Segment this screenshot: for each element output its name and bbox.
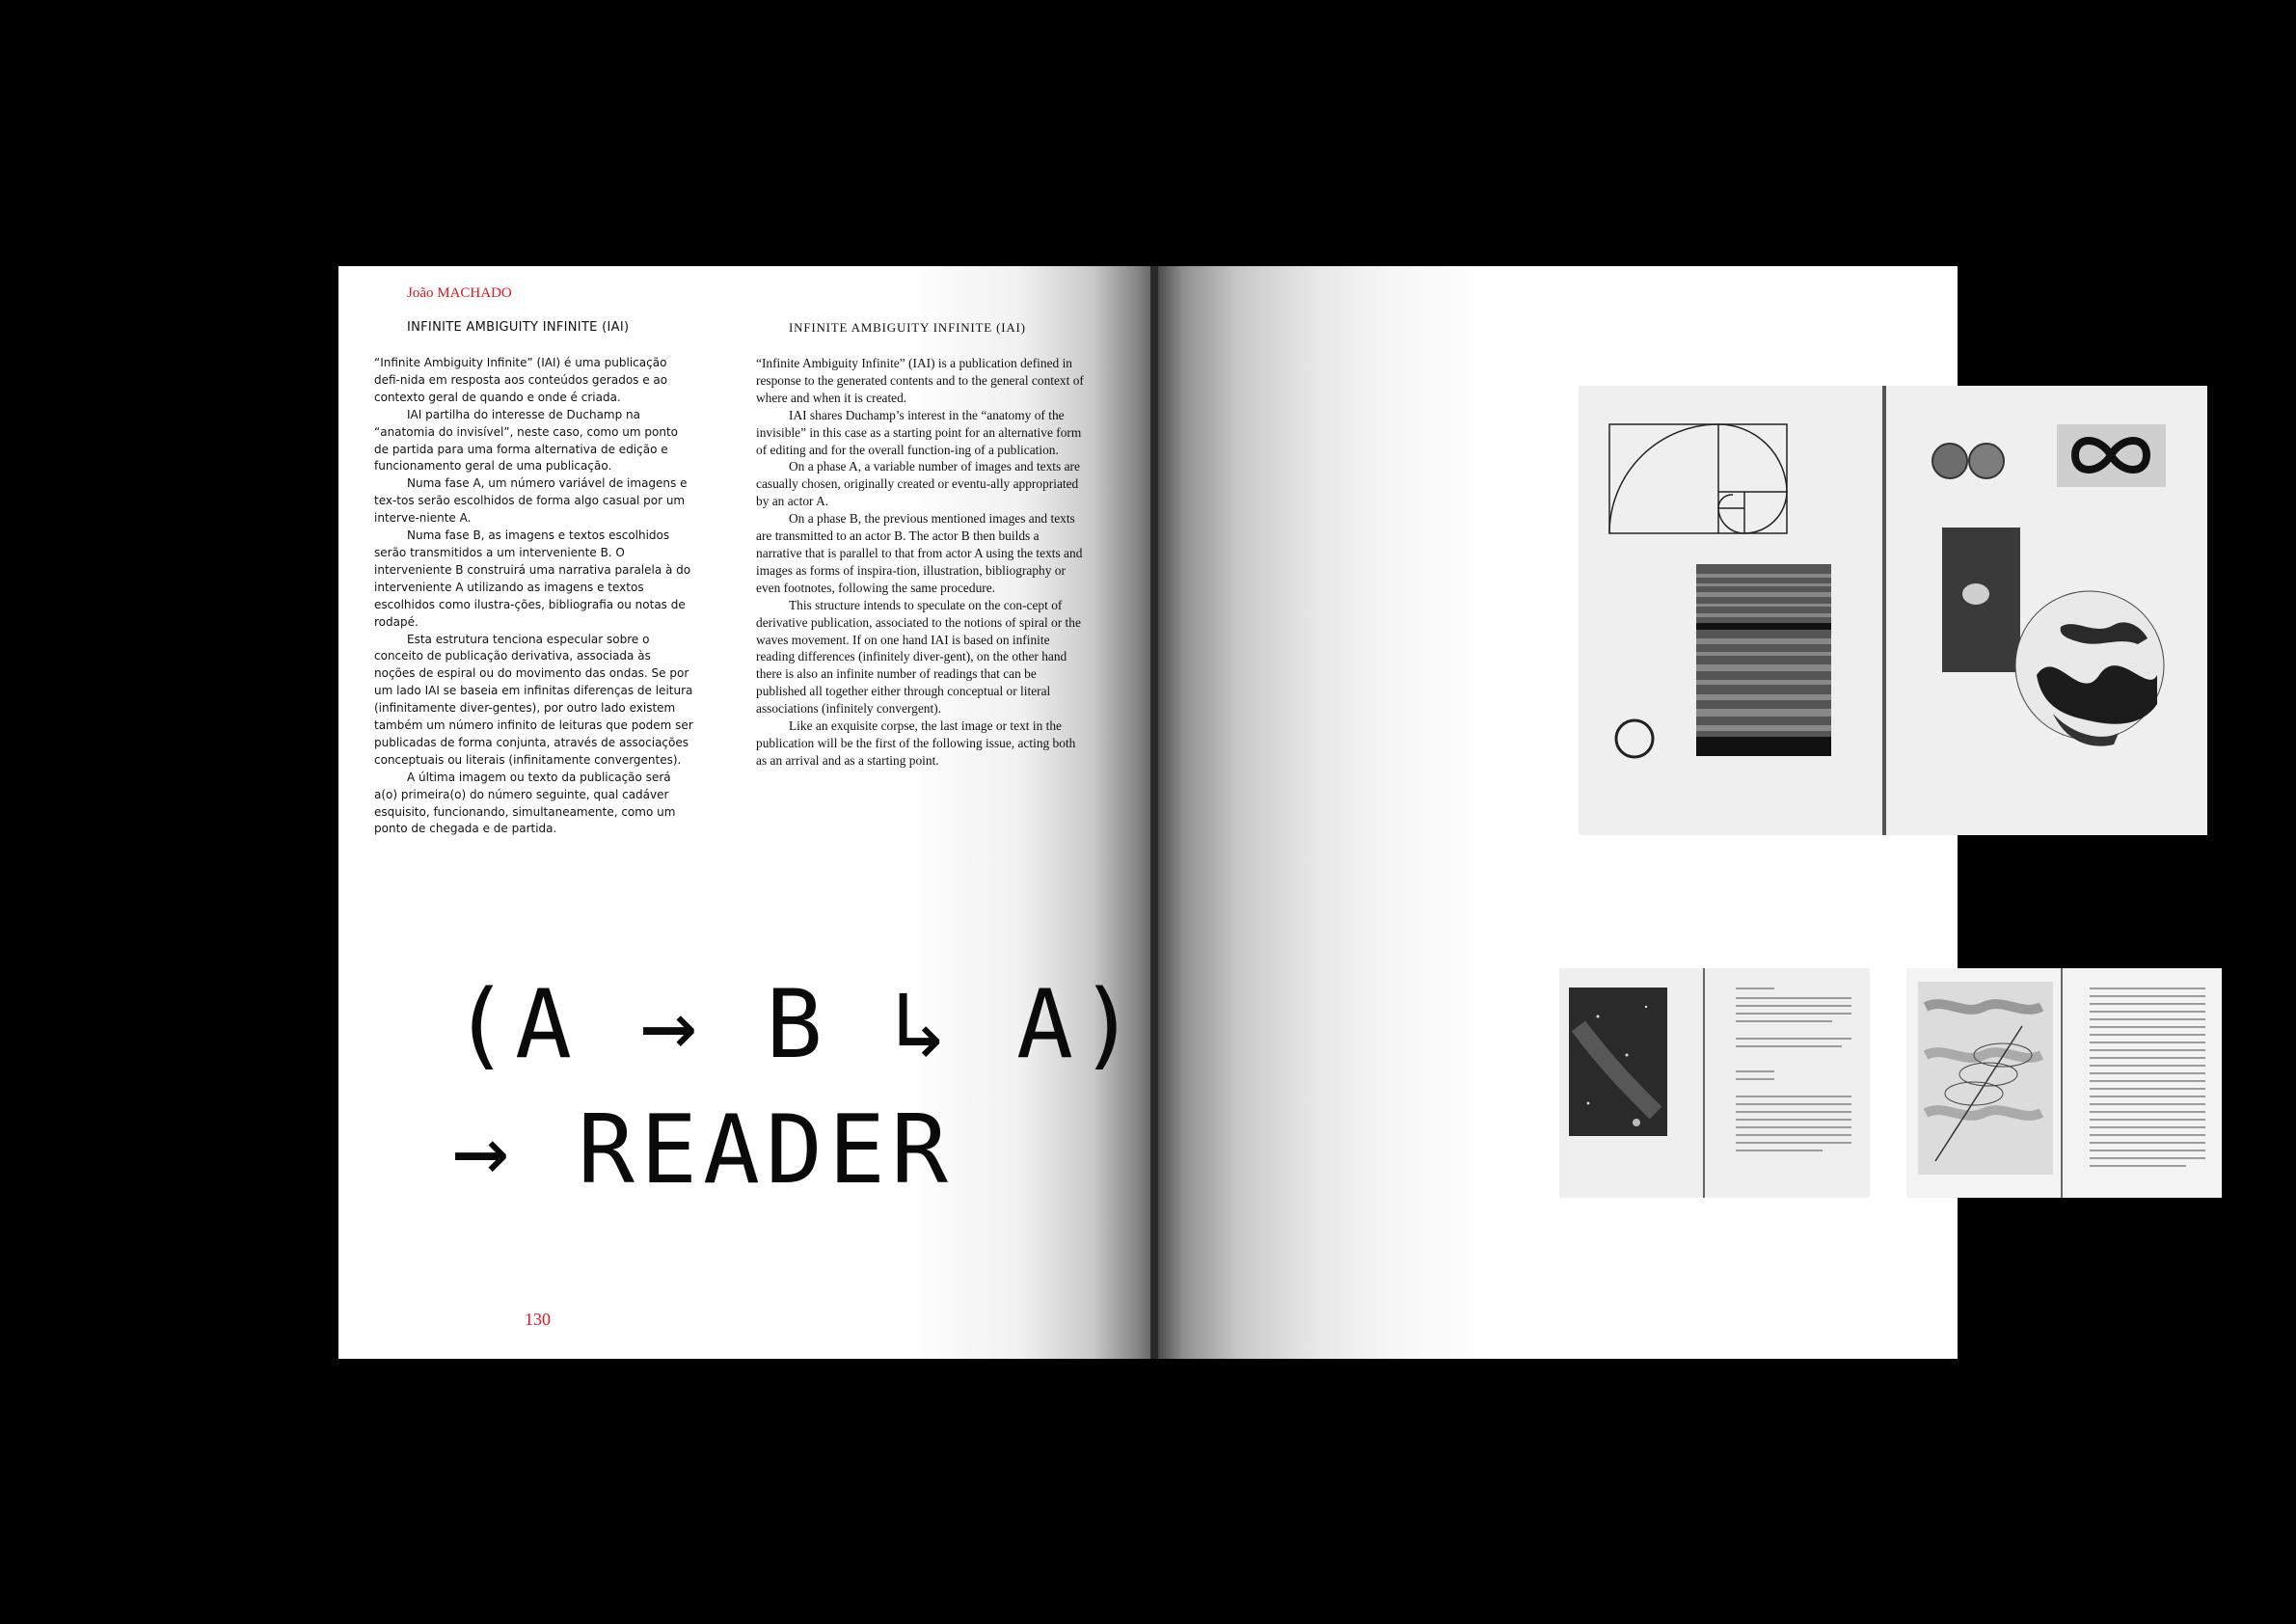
- text-line: [2090, 1042, 2205, 1043]
- text-line: [2090, 1088, 2205, 1090]
- text-line: [2090, 988, 2205, 989]
- photo-fold-line: [1882, 386, 1886, 835]
- text-line: [2090, 1011, 2205, 1013]
- text-line: [2090, 1034, 2205, 1036]
- paragraph: A última imagem ou texto da publicação será a(o) primeira(o) do número seguinte, qual cadáver esquisito, funcionando, simultaneamente, como um ponto de chegada e de partida.: [374, 770, 676, 836]
- right-page: [1158, 266, 1958, 1359]
- starfield-illustration: [1559, 968, 1870, 1198]
- text-line: [2090, 1165, 2186, 1167]
- text-line: [2090, 1103, 2205, 1105]
- text-line: [2090, 1049, 2205, 1051]
- paragraph: Like an exquisite corpse, the last image or text in the publication will be the first of the following issue, acting both as an arrival and as a starting point.: [756, 718, 1076, 768]
- text-line: [2090, 1126, 2205, 1128]
- text-line: [2090, 1026, 2205, 1028]
- heading-portuguese: INFINITE AMBIGUITY INFINITE (IAI): [407, 320, 630, 335]
- paragraph: “Infinite Ambiguity Infinite” (IAI) is a publication defined in response to the generated contents and to the general context of where and when it is created.: [756, 356, 1084, 405]
- body-portuguese: [374, 355, 694, 838]
- text-line: [2090, 1157, 2205, 1159]
- text-line: [1736, 1078, 1774, 1080]
- paragraph: On a phase A, a variable number of images and texts are casually chosen, originally created or eventu-ally appropriated by an actor A.: [756, 459, 1080, 509]
- page-number: 130: [525, 1310, 551, 1329]
- text-line: [1736, 1096, 1851, 1097]
- paragraph: Esta estrutura tenciona especular sobre o conceito de publicação derivativa, associada às noções de espiral ou do movimento das ondas. Se por um lado IAI se baseia em infinitas diferenças de leitura (infinitamente diver-gentes), por outro lado existem também um número infinito de leituras que podem ser publicadas de forma conjunta, através de associações conceptuais ou literais (infinitamente convergentes).: [374, 632, 693, 767]
- text-line: [1736, 1103, 1851, 1105]
- text-line: [1736, 1070, 1774, 1072]
- text-line: [1736, 1005, 1851, 1007]
- text-line: [1736, 1013, 1851, 1015]
- paragraph: Numa fase B, as imagens e textos escolhidos serão transmitidos a um interveniente B. O interveniente B construirá uma narrativa paralela à do interveniente A utilizando as imagens e textos escolhidos como ilustra-ções, bibliografia ou notas de rodapé.: [374, 528, 691, 629]
- text-line: [1736, 1150, 1823, 1151]
- paragraph: “Infinite Ambiguity Infinite” (IAI) é uma publicação defi-nida em resposta aos conteúdos gerados e ao contexto geral de quando e onde é criada.: [374, 356, 668, 404]
- body-english: [756, 355, 1084, 770]
- text-line: [2090, 1003, 2205, 1005]
- text-line: [2090, 1096, 2205, 1097]
- spine-gutter: [1150, 266, 1158, 1359]
- formula-line-2: → READER: [452, 1096, 955, 1205]
- spread-golden-spiral-infinity-image: [1579, 386, 2207, 835]
- text-line: [2090, 1111, 2205, 1113]
- text-line: [1736, 1020, 1832, 1022]
- text-line: [2090, 1072, 2205, 1074]
- text-line: [2090, 1134, 2205, 1136]
- text-line: [2090, 1065, 2205, 1067]
- paragraph: IAI shares Duchamp’s interest in the “anatomy of the invisible” in this case as a starting point for an alternative form of editing and for the overall function-ing of a publication.: [756, 407, 1082, 457]
- text-line: [1736, 1119, 1851, 1121]
- photo-fold-line: [2061, 968, 2063, 1198]
- text-line: [1736, 1111, 1851, 1113]
- text-line: [1736, 1038, 1851, 1040]
- text-line: [2090, 1057, 2205, 1059]
- text-line: [2090, 1119, 2205, 1121]
- formula-line-1: (A → B ↳ A): [452, 970, 1143, 1080]
- author-name: João MACHADO: [407, 285, 512, 301]
- text-line: [2090, 1018, 2205, 1020]
- spread-starfield-text-image: [1559, 968, 1870, 1198]
- text-line: [2090, 1150, 2205, 1151]
- paragraph: This structure intends to speculate on the con-cept of derivative publication, associated to the notions of spiral or the waves movement. If on one hand IAI is based on infinite reading differences (infinitely diver-gent), on the other hand there is also an infinite number of readings that can be published all together either through conceptual or literal associations (infinitely convergent).: [756, 597, 1081, 717]
- text-line: [1736, 1126, 1851, 1128]
- paragraph: Numa fase A, um número variável de imagens e tex-tos serão escolhidos de forma algo casual por um interve-niente A.: [374, 476, 688, 526]
- text-line: [1736, 1045, 1842, 1047]
- paragraph: IAI partilha do interesse de Duchamp na “anatomia do invisível”, neste caso, como um ponto de partida para uma forma alternativa de edição e funcionamento geral de uma publicação.: [374, 407, 678, 474]
- spread-golden-spiral-illustration: [1579, 386, 2207, 835]
- paragraph: On a phase B, the previous mentioned images and texts are transmitted to an actor B. The actor B then builds a narrative that is parallel to that from actor A using the texts and images as forms of inspira-tion, illustration, bibliography or even footnotes, following the same procedure.: [756, 511, 1083, 595]
- heading-english: INFINITE AMBIGUITY INFINITE (IAI): [789, 320, 1026, 335]
- photo-fold-line: [1703, 968, 1705, 1198]
- text-line: [1736, 988, 1774, 989]
- magazine-spread: [338, 266, 1958, 1359]
- text-line: [1736, 997, 1851, 999]
- text-line: [1736, 1134, 1851, 1136]
- text-line: [2090, 1080, 2205, 1082]
- text-line: [2090, 1142, 2205, 1144]
- text-line: [2090, 995, 2205, 997]
- spread-spiral-diagram-text-image: [1906, 968, 2222, 1198]
- left-page: [338, 266, 1150, 1359]
- text-line: [1736, 1142, 1851, 1144]
